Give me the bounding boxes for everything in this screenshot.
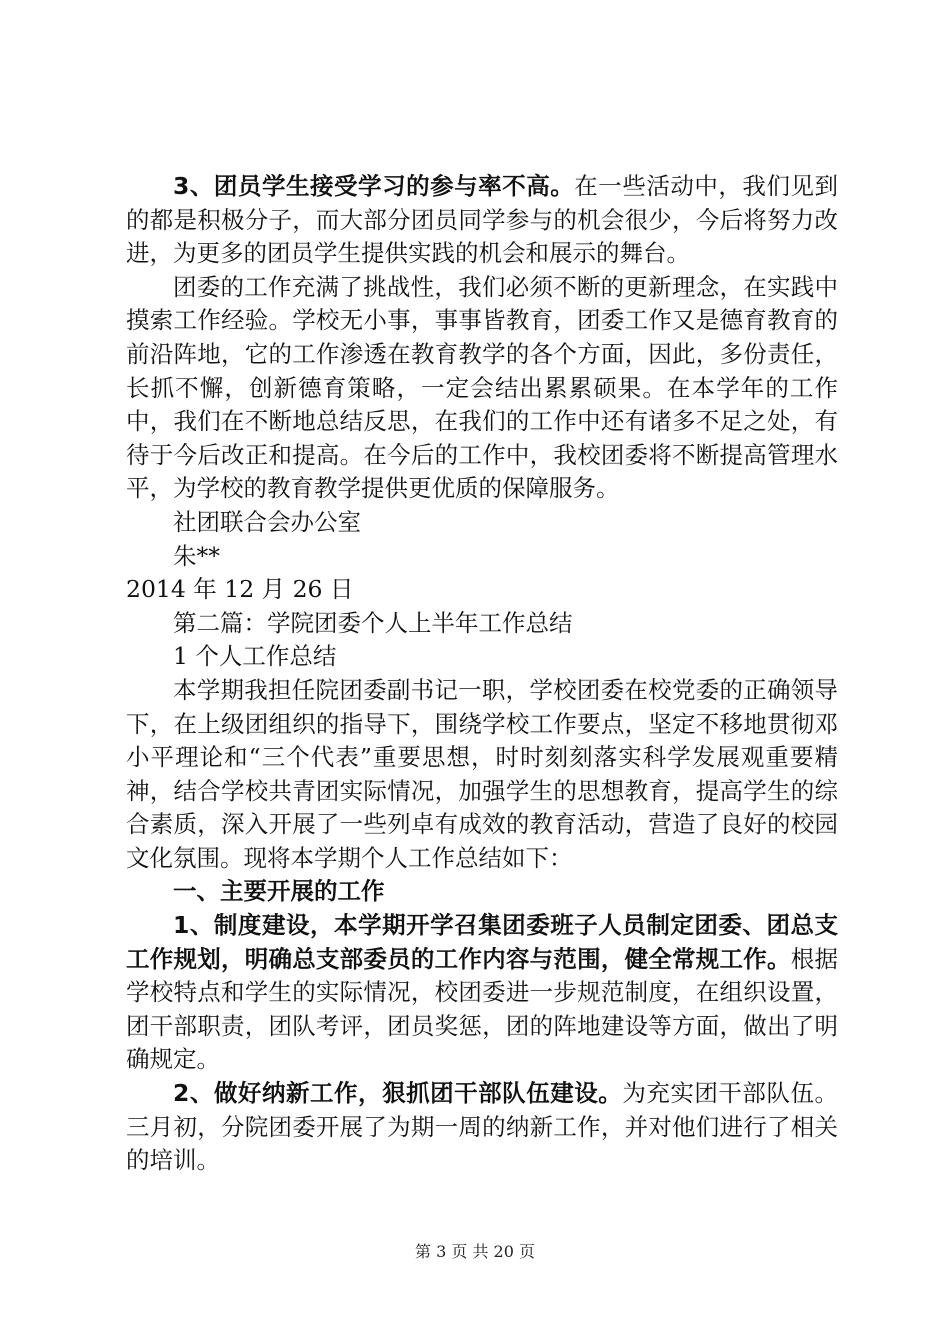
paragraph-text: 在一些活动中，我们见到的都是积极分子，而大部分团员同学参与的机会很少，今后将努力改进，为更多的团员学生提供实践的机会和展示的舞台。 (126, 172, 839, 268)
paragraph-problem-3 (126, 170, 838, 271)
subtitle: 1 个人工作总结 (173, 642, 337, 671)
section-title: 第二篇：学院团委个人上半年工作总结 (173, 608, 573, 637)
signature-name: 朱** (173, 541, 220, 570)
signature-office: 社团联合会办公室 (173, 507, 361, 536)
heading-main-work: 一、主要开展的工作 (173, 877, 385, 906)
paragraph-intro: 本学期我担任院团委副书记一职，学校团委在校党委的正确领导下，在上级团组织的指导下，围绕学校工作要点，坚定不移地贯彻邓小平理论和“三个代表”重要思想，时时刻刻落实科学发展观重要精神，结合学校共青团实际情况，加强学生的思想教育，提高学生的综合素质，深入开展了一些列卓有成效的教育活动，营造了良好的校园文化氛围。现将本学期个人工作总结如下： (126, 675, 838, 872)
paragraph-text: 为充实团干部队伍。三月初，分院团委开展了为期一周的纳新工作，并对他们进行了相关的培训。 (126, 1079, 839, 1175)
page-footer: 第 3 页 共 20 页 (415, 1242, 535, 1261)
paragraph-text: 根据学校特点和学生的实际情况，校团委进一步规范制度，在组织设置，团干部职责，团队考评，团员奖惩，团的阵地建设等方面，做出了明确规定。 (126, 944, 839, 1074)
paragraph-item-1 (126, 909, 838, 1077)
paragraph-conclusion: 团委的工作充满了挑战性，我们必须不断的更新理念，在实践中摸索工作经验。学校无小事，事事皆教育，团委工作又是德育教育的前沿阵地，它的工作渗透在教育教学的各个方面，因此，多份责任，长抓不懈，创新德育策略，一定会结出累累硕果。在本学年的工作中，我们在不断地总结反思，在我们的工作中还有诸多不足之处，有待于今后改正和提高。在今后的工作中，我校团委将不断提高管理水平，为学校的教育教学提供更优质的保障服务。 (126, 272, 838, 503)
paragraph-lead-bold: 3、团员学生接受学习的参与率不高。 (173, 172, 575, 200)
paragraph-item-2 (126, 1077, 838, 1178)
paragraph-lead-bold: 1、制度建设，本学期开学召集团委班子人员制定团委、团总支工作规划，明确总支部委员的工作内容与范围，健全常规工作。 (126, 911, 838, 973)
document-body (126, 170, 838, 1178)
signature-date: 2014 年 12 月 26 日 (126, 575, 354, 604)
paragraph-lead-bold: 2、做好纳新工作，狠抓团干部队伍建设。 (173, 1079, 623, 1108)
